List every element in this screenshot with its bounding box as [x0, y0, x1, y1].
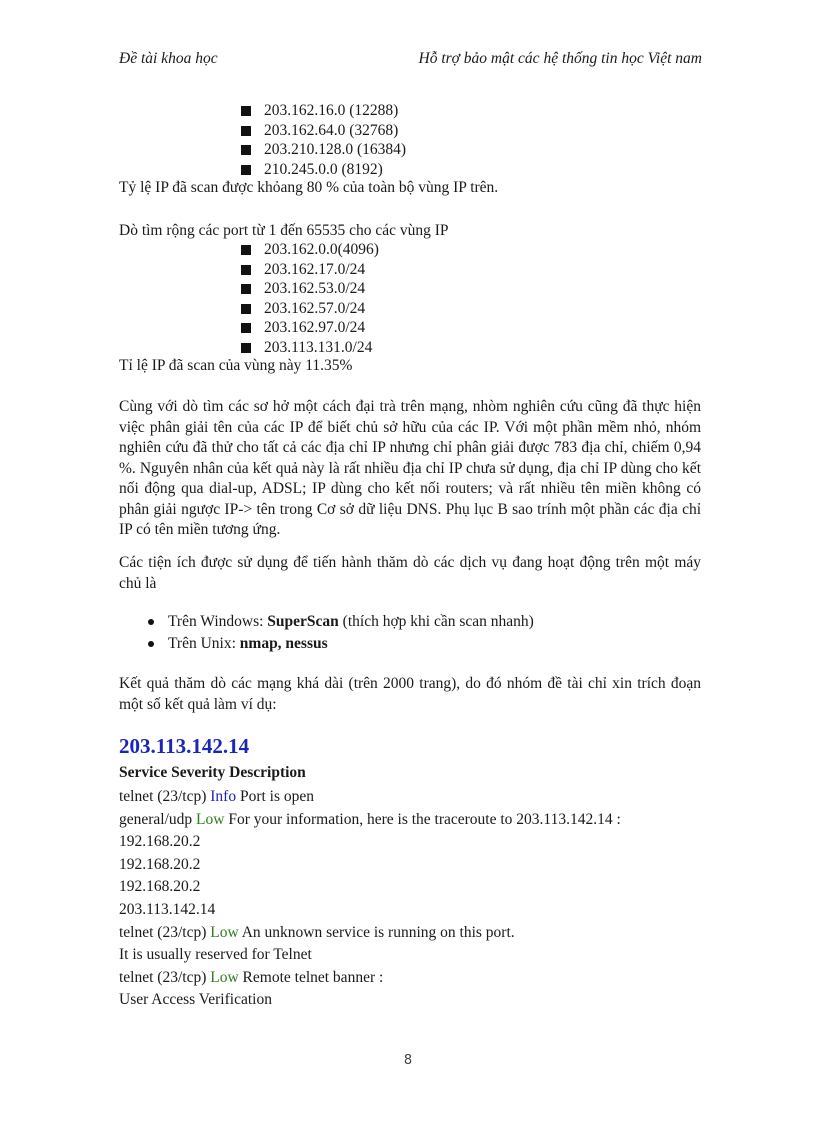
report-line: 192.168.20.2: [119, 855, 201, 873]
list-item: 203.113.131.0/24: [239, 338, 379, 358]
scan-rate-2: Tỉ lệ IP đã scan của vùng này 11.35%: [119, 357, 353, 374]
report-line: 192.168.20.2: [119, 878, 201, 896]
list-item: 203.162.16.0 (12288): [239, 101, 406, 121]
square-bullet-icon: [241, 165, 251, 175]
ip-range-list-2: [239, 240, 379, 357]
report-line: It is usually reserved for Telnet: [119, 946, 312, 964]
list-item: 210.245.0.0 (8192): [239, 160, 406, 180]
square-bullet-icon: [241, 106, 251, 116]
list-item: 203.162.17.0/24: [239, 260, 379, 280]
report-line: User Access Verification: [119, 991, 272, 1009]
ip-range-list-1: [239, 101, 406, 179]
bullet-dot-icon: [148, 619, 154, 625]
port-scan-intro: Dò tìm rộng các port từ 1 đến 65535 cho các vùng IP: [119, 222, 449, 239]
list-item: 203.162.57.0/24: [239, 299, 379, 319]
list-item: Trên Unix: nmap, nessus: [148, 633, 534, 655]
report-lines: [119, 786, 621, 1012]
page-number: 8: [403, 1053, 413, 1068]
report-line: telnet (23/tcp) Info Port is open: [119, 788, 315, 805]
square-bullet-icon: [241, 145, 251, 155]
report-line: 203.113.142.14: [119, 900, 216, 918]
page-header: [119, 50, 702, 72]
bullet-dot-icon: [148, 641, 154, 647]
paragraph-tools-intro: Các tiện ích được sử dụng để tiến hành thăm dò các dịch vụ đang hoạt động trên một máy chủ là: [119, 554, 701, 592]
report-line: general/udp Low For your information, here is the traceroute to 203.113.142.14 :: [119, 810, 621, 828]
report-ip-heading: 203.113.142.14: [119, 734, 250, 758]
list-item: 203.162.64.0 (32768): [239, 121, 406, 141]
paragraph-name-resolution: Cùng với dò tìm các sơ hở một cách đại trà trên mạng, nhòm nghiên cứu cũng đã thực hiện việc phân giải tên của các IP để biết chủ sở hữu của các IP. Với một phần mềm nhỏ, nhóm nghiên cứu đã thử cho tất cả các địa chỉ IP nhưng chỉ phân giải được 783 địa chỉ, chiếm 0,94 %. Nguyên nhân của kết quả này là rất nhiều địa chỉ IP chưa sử dụng, địa chỉ IP dùng cho kết nối động qua dial-up, ADSL; IP dùng cho kết nối routers; và rất nhiều tên miền không có phân giải ngược IP-> tên trong Cơ sở dữ liệu DNS. Phụ lục B sao trính một phần các địa chỉ IP có tên miền tương ứng.: [119, 398, 701, 538]
square-bullet-icon: [241, 343, 251, 353]
paragraph-results: Kết quả thăm dò các mạng khá dài (trên 2000 trang), do đó nhóm đề tài chỉ xin trích đoạn một số kết quả làm ví dụ:: [119, 675, 701, 713]
list-item: 203.162.0.0(4096): [239, 240, 379, 260]
square-bullet-icon: [241, 245, 251, 255]
square-bullet-icon: [241, 265, 251, 275]
list-item: Trên Windows: SuperScan (thích hợp khi cần scan nhanh): [148, 611, 534, 633]
square-bullet-icon: [241, 284, 251, 294]
report-line: 192.168.20.2: [119, 833, 201, 851]
square-bullet-icon: [241, 126, 251, 136]
report-columns-heading: Service Severity Description: [119, 764, 306, 781]
header-right-title: Hỗ trợ bảo mật các hệ thống tin học Việt nam: [418, 50, 702, 67]
list-item: 203.162.53.0/24: [239, 279, 379, 299]
header-left-title: Đề tài khoa học: [119, 50, 218, 67]
list-item: 203.210.128.0 (16384): [239, 140, 406, 160]
scan-rate-1: Tỷ lệ IP đã scan được khỏang 80 % của toàn bộ vùng IP trên.: [119, 179, 499, 196]
list-item: 203.162.97.0/24: [239, 318, 379, 338]
report-line: telnet (23/tcp) Low An unknown service is running on this port.: [119, 923, 515, 941]
report-line: telnet (23/tcp) Low Remote telnet banner :: [119, 968, 384, 986]
square-bullet-icon: [241, 323, 251, 333]
tools-list: [148, 611, 534, 655]
square-bullet-icon: [241, 304, 251, 314]
